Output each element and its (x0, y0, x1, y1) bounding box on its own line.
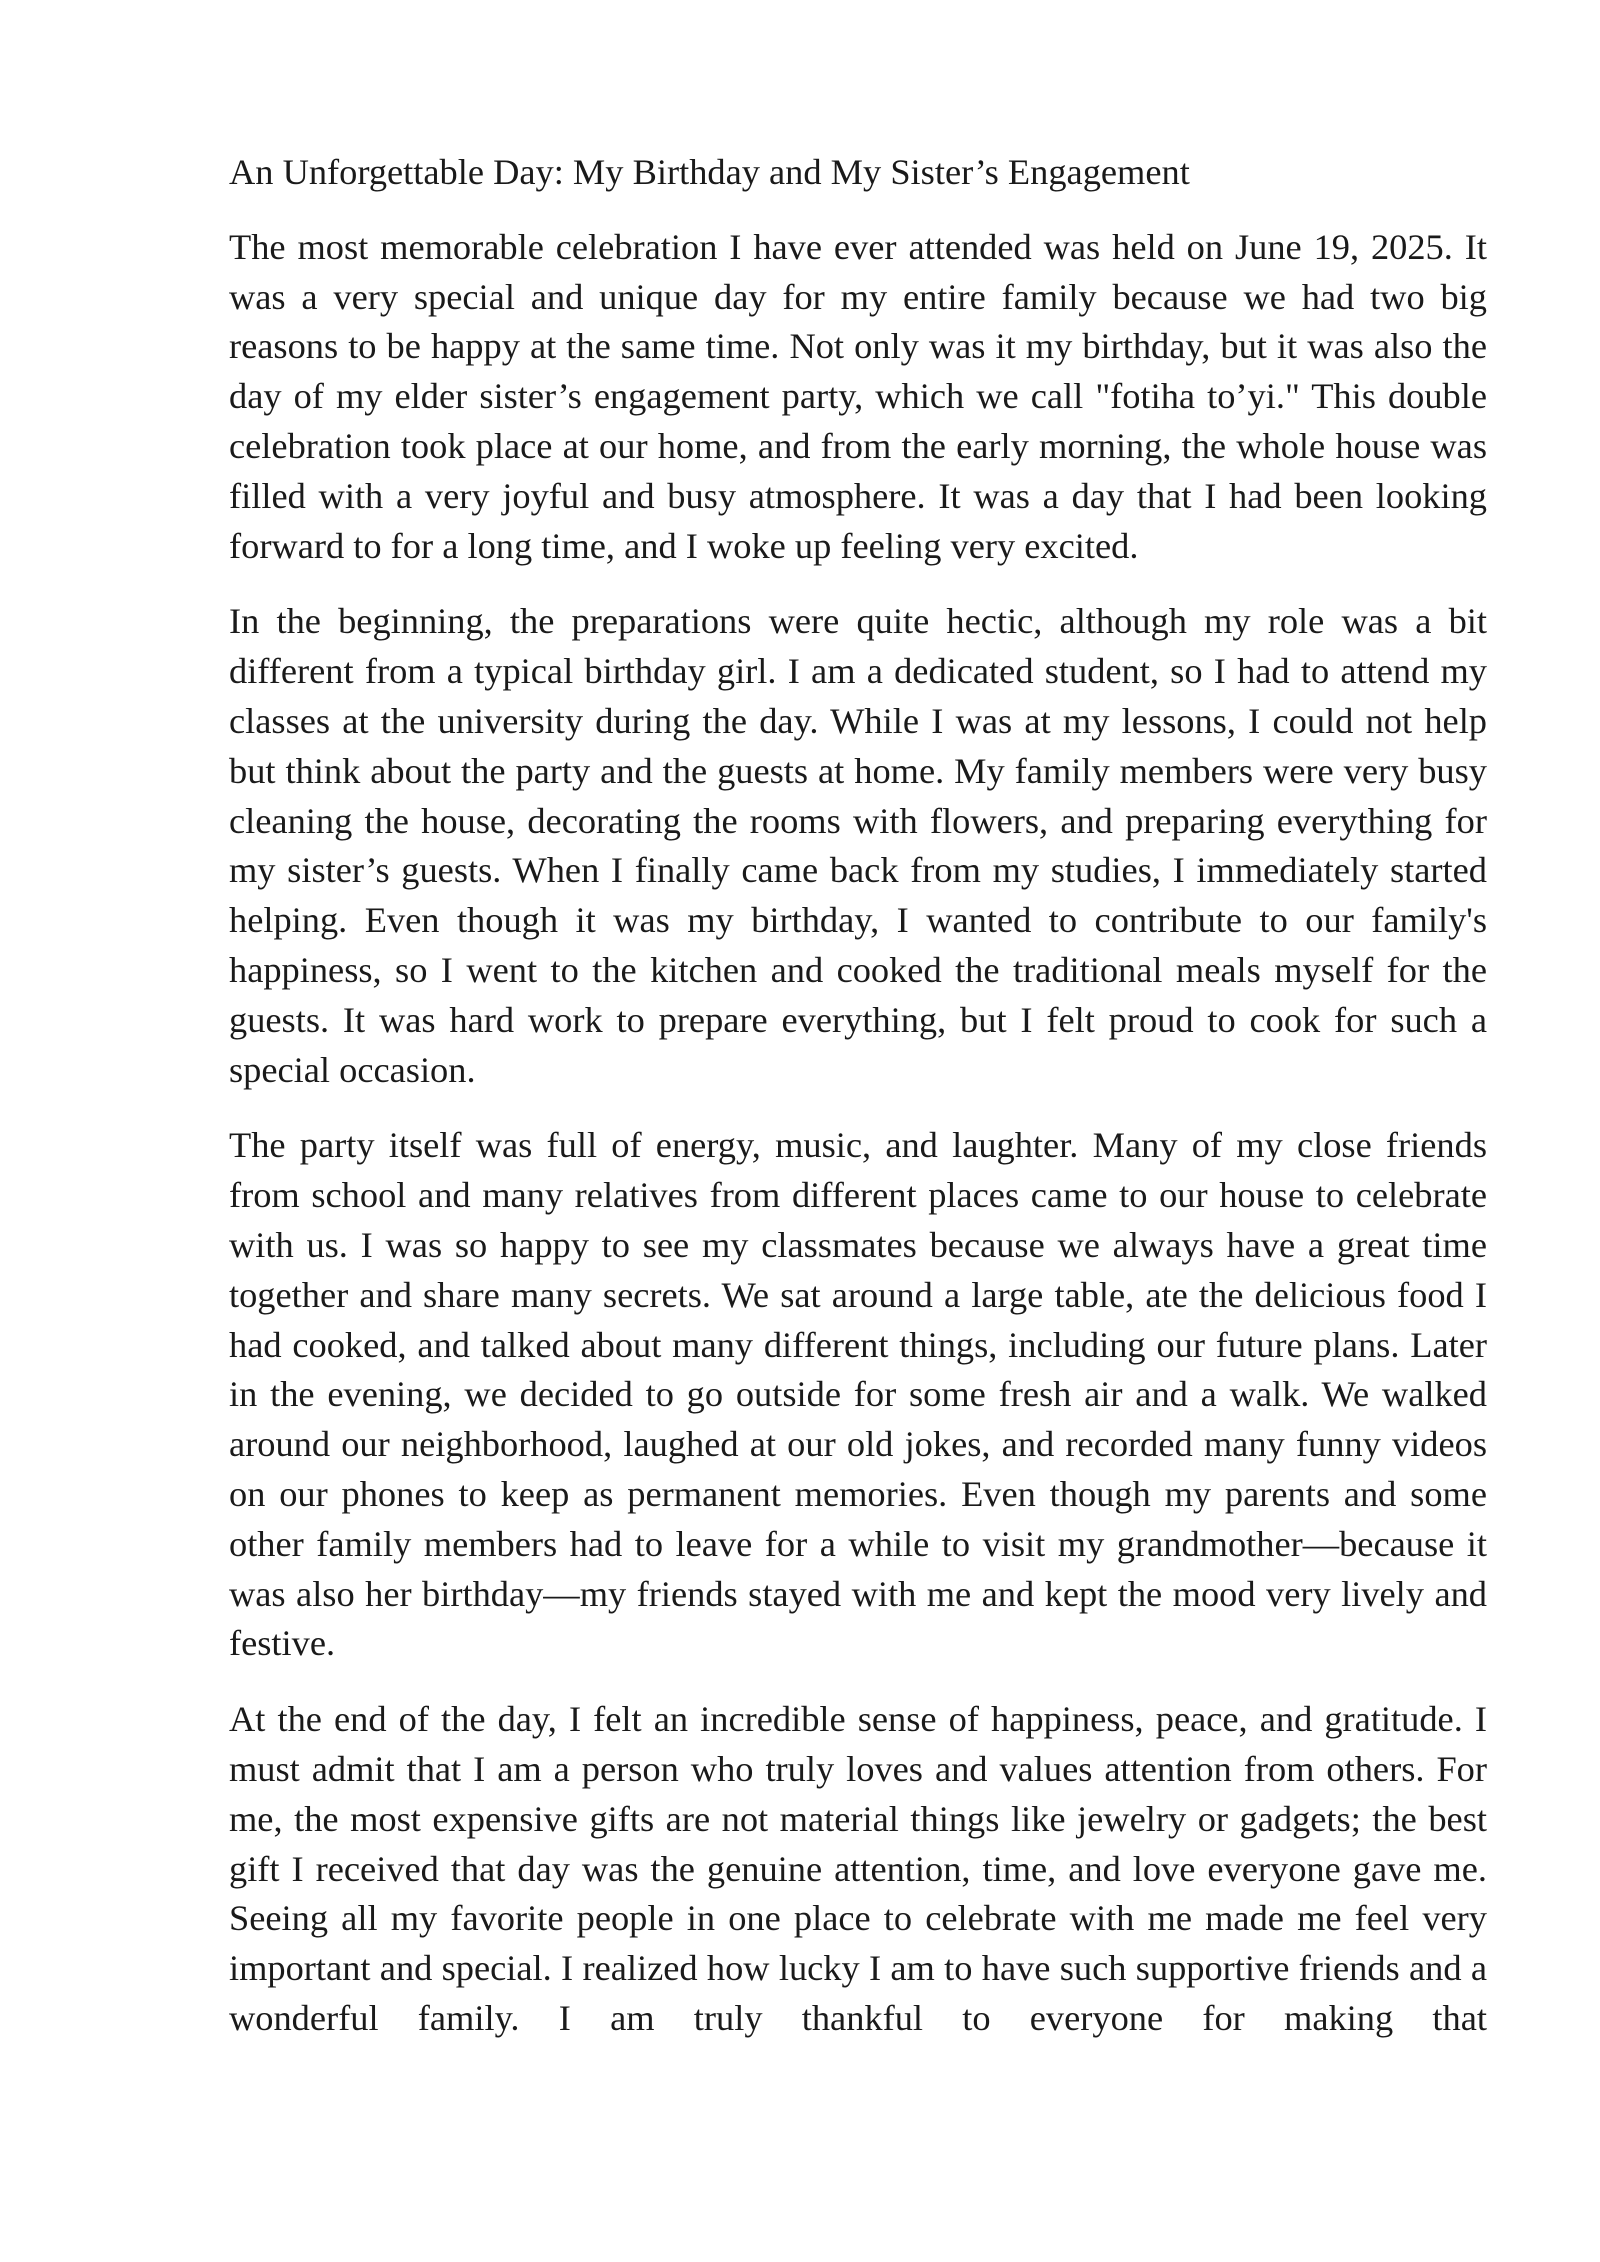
document-body (229, 148, 1487, 2044)
document-title: An Unforgettable Day: My Birthday and My Sister’s Engagement (229, 152, 1190, 192)
paragraph-2: In the beginning, the preparations were quite hectic, although my role was a bit different from a typical birthday girl. I am a dedicated student, so I had to attend my classes at the university during the day. While I was at my lessons, I could not help but think about the party and the guests at home. My family members were very busy cleaning the house, decorating the rooms with flowers, and preparing everything for my sister’s guests. When I finally came back from my studies, I immediately started helping. Even though it was my birthday, I wanted to contribute to our family's happiness, so I went to the kitchen and cooked the traditional meals myself for the guests. It was hard work to prepare everything, but I felt proud to cook for such a special occasion. (229, 601, 1487, 1090)
paragraph-3: The party itself was full of energy, music, and laughter. Many of my close friends from school and many relatives from different places came to our house to celebrate with us. I was so happy to see my classmates because we always have a great time together and share many secrets. We sat around a large table, ate the delicious food I had cooked, and talked about many different things, including our future plans. Later in the evening, we decided to go outside for some fresh air and a walk. We walked around our neighborhood, laughed at our old jokes, and recorded many funny videos on our phones to keep as permanent memories. Even though my parents and some other family members had to leave for a while to visit my grandmother—because it was also her birthday—my friends stayed with me and kept the mood very lively and festive. (229, 1125, 1487, 1664)
paragraph-1: The most memorable celebration I have ever attended was held on June 19, 2025. It was a very special and unique day for my entire family because we had two big reasons to be happy at the same time. Not only was it my birthday, but it was also the day of my elder sister’s engagement party, which we call "fotiha to’yi." This double celebration took place at our home, and from the early morning, the whole house was filled with a very joyful and busy atmosphere. It was a day that I had been looking forward to for a long time, and I woke up feeling very excited. (229, 226, 1487, 566)
paragraph-4: At the end of the day, I felt an incredible sense of happiness, peace, and gratitude. I must admit that I am a person who truly loves and values attention from others. For me, the most expensive gifts are not material things like jewelry or gadgets; the best gift I received that day was the genuine attention, time, and love everyone gave me. Seeing all my favorite people in one place to celebrate with me made me feel very important and special. I realized how lucky I am to have such supportive friends and a wonderful family. I am truly thankful to everyone for making that (229, 1699, 1487, 2038)
